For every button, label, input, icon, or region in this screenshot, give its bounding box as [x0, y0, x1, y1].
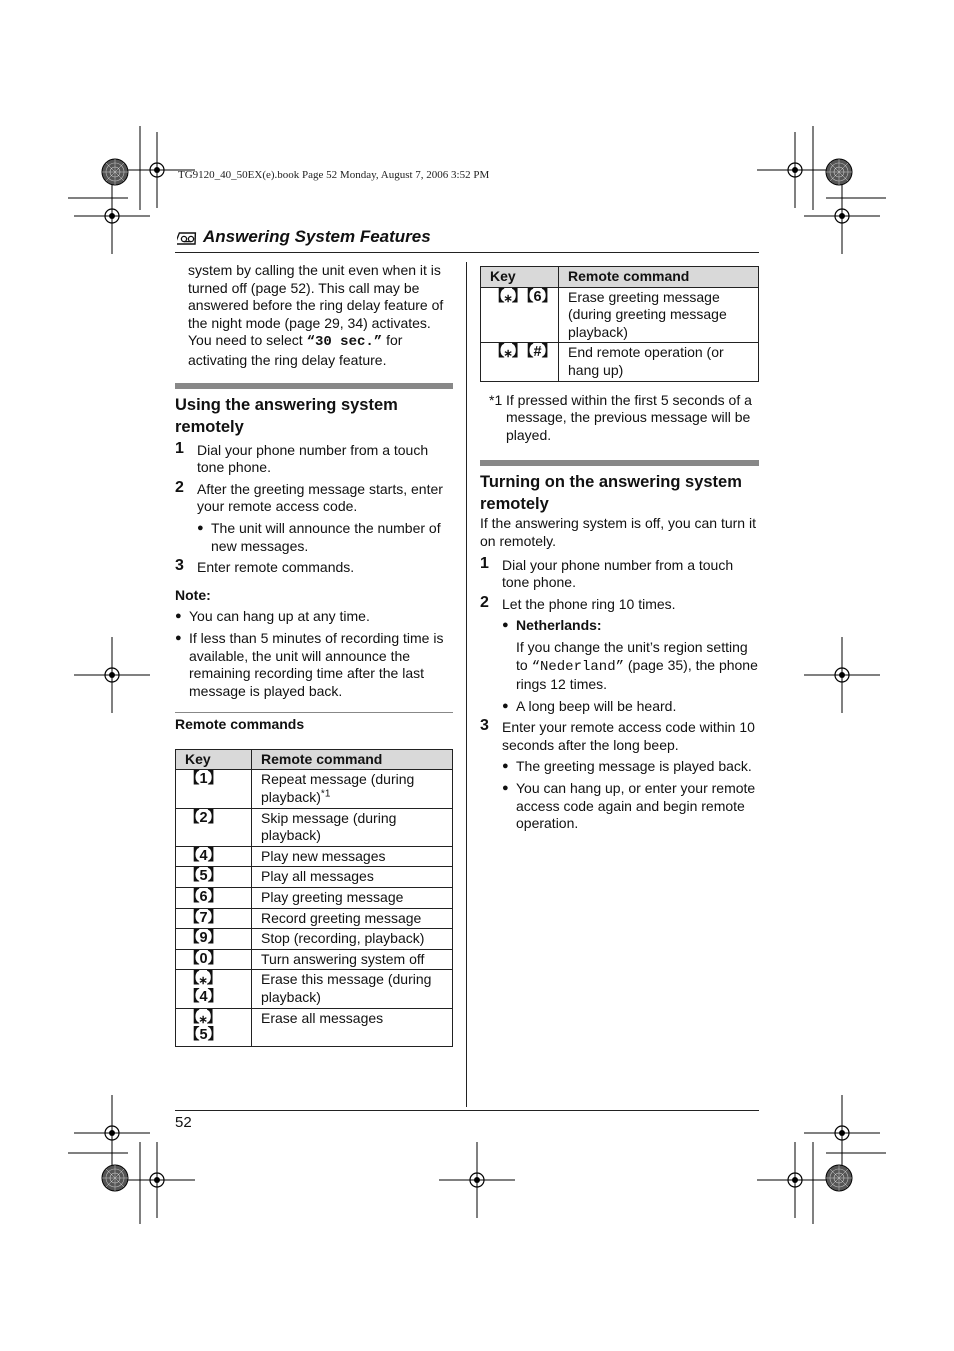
left-column: [175, 262, 453, 1047]
key-cell: 【⁎】【6】: [481, 287, 559, 343]
step-number: 1: [175, 439, 184, 457]
col-key-header: Key: [481, 267, 559, 288]
step-text: Let the phone ring 10 times.: [502, 595, 676, 612]
step-3: [175, 559, 453, 577]
step-text: After the greeting message starts, enter your remote access code.: [197, 480, 443, 515]
netherlands-text-a: If you change the unit’s region setting to: [516, 638, 748, 673]
netherlands-text-b: (page 35), the phone rings 12 times.: [516, 656, 758, 693]
command-cell: End remote operation (or hang up): [559, 343, 759, 381]
note-item: [175, 608, 453, 626]
table-row: [176, 867, 453, 888]
key-cell: 【⁎】【5】: [176, 1008, 252, 1046]
command-cell: Play new messages: [252, 846, 453, 867]
step-2: [480, 593, 759, 716]
bullet-icon: ●: [502, 782, 509, 795]
turn-on-intro: If the answering system is off, you can turn it on remotely.: [480, 515, 756, 549]
note-text: If less than 5 minutes of recording time is available, the unit will announce the remaining recording time after the last message is played back.: [189, 629, 444, 699]
note-heading: Note:: [175, 586, 211, 603]
page-header: [175, 226, 759, 253]
footnote: [480, 392, 759, 445]
step-text: Enter your remote access code within 10 seconds after the long beep.: [502, 719, 755, 753]
footnote-mark: *1: [489, 391, 503, 408]
key-cell: 【7】: [176, 908, 252, 929]
netherlands-heading: Netherlands:: [516, 617, 602, 634]
table-row: [176, 970, 453, 1008]
table-header-row: [176, 749, 453, 770]
command-cell: Record greeting message: [252, 908, 453, 929]
note-text: You can hang up at any time.: [189, 608, 370, 625]
answering-machine-icon: [177, 230, 199, 246]
bullet-text: The unit will announce the number of new messages.: [211, 519, 441, 554]
bullet-item: [502, 780, 759, 833]
step-2: [175, 478, 453, 555]
netherlands-text: [502, 639, 759, 694]
command-cell: Skip message (during playback): [252, 808, 453, 846]
key-cell: 【⁎】【4】: [176, 970, 252, 1008]
step-number: 1: [480, 554, 489, 572]
step-number: 2: [175, 478, 184, 496]
key-cell: 【4】: [176, 846, 252, 867]
command-text: Repeat message (during playback): [261, 771, 415, 806]
region-setting: “Nederland”: [531, 658, 624, 675]
table-row: [176, 808, 453, 846]
table-row: [176, 888, 453, 909]
table-row: [481, 343, 759, 381]
page-number: 52: [175, 1114, 192, 1131]
section-title-remote: Using the answering system remotely: [175, 395, 398, 436]
col-key-header: Key: [176, 749, 252, 770]
bullet-text: You can hang up, or enter your remote access code again and begin remote operation.: [516, 780, 756, 832]
bullet-item: [502, 617, 759, 635]
page-title: Answering System Features: [203, 227, 431, 246]
key-cell: 【9】: [176, 929, 252, 950]
remote-commands-table: [175, 749, 453, 1047]
command-cell: Erase greeting message (during greeting message playback): [559, 287, 759, 343]
bullet-item: [197, 520, 453, 555]
intro-text-a: system by calling the unit even when it is turned off (page 52). This call may be answered before the ring delay feature of the night mode (page 29, 34) activates. You need to select: [188, 262, 444, 349]
section-title-turn-on: Turning on the answering system remotely: [480, 473, 742, 514]
key-cell: 【2】: [176, 808, 252, 846]
table-row: [176, 1008, 453, 1046]
command-cell: [252, 770, 453, 808]
bullet-icon: ●: [197, 521, 204, 534]
col-command-header: Remote command: [559, 267, 759, 288]
section-bar: [480, 460, 759, 466]
key-cell: 【0】: [176, 949, 252, 970]
bullet-icon: ●: [502, 619, 509, 632]
table-header-row: [481, 267, 759, 288]
step-number: 3: [175, 557, 184, 575]
section-bar: [175, 383, 453, 389]
table-row: [176, 846, 453, 867]
column-divider: [466, 262, 467, 1107]
bullet-item: [502, 758, 759, 776]
note-item: [175, 630, 453, 700]
command-cell: Play all messages: [252, 867, 453, 888]
table-row: [176, 908, 453, 929]
bullet-icon: ●: [175, 610, 182, 623]
key-cell: 【⁎】【#】: [481, 343, 559, 381]
command-cell: Erase all messages: [252, 1008, 453, 1046]
file-info: TG9120_40_50EX(e).book Page 52 Monday, August 7, 2006 3:52 PM: [178, 169, 490, 181]
table-row: [176, 770, 453, 808]
step-number: 3: [480, 717, 489, 735]
command-cell: Erase this message (during playback): [252, 970, 453, 1008]
intro-text-b: for activating the ring delay feature.: [188, 332, 403, 368]
step-text: Dial your phone number from a touch tone phone.: [502, 556, 734, 591]
footnote-ref: *1: [320, 788, 331, 800]
table-row: [176, 929, 453, 950]
command-cell: Play greeting message: [252, 888, 453, 909]
right-column: [480, 266, 759, 833]
bullet-icon: ●: [175, 631, 182, 644]
intro-paragraph: [188, 262, 453, 370]
key-cell: 【5】: [176, 867, 252, 888]
divider: [175, 712, 453, 713]
footer-rule: [175, 1110, 759, 1111]
key-cell: 【1】: [176, 770, 252, 808]
step-text: Dial your phone number from a touch tone phone.: [197, 441, 429, 476]
table-row: [176, 949, 453, 970]
bullet-item: [502, 698, 759, 716]
bullet-text: The greeting message is played back.: [516, 758, 752, 775]
step-number: 2: [480, 593, 489, 611]
command-cell: Stop (recording, playback): [252, 929, 453, 950]
bullet-icon: ●: [502, 699, 509, 712]
intro-setting: “30 sec.”: [306, 334, 383, 351]
remote-commands-heading: Remote commands: [175, 716, 305, 733]
step-3: [480, 719, 759, 833]
step-text: Enter remote commands.: [197, 559, 355, 576]
command-cell: Turn answering system off: [252, 949, 453, 970]
remote-commands-table-continued: [480, 266, 759, 382]
footnote-text: If pressed within the first 5 seconds of a message, the previous message will be played.: [506, 391, 752, 443]
table-row: [481, 287, 759, 343]
step-1: [480, 554, 759, 592]
bullet-icon: ●: [502, 760, 509, 773]
key-cell: 【6】: [176, 888, 252, 909]
bullet-text: A long beep will be heard.: [516, 697, 677, 714]
col-command-header: Remote command: [252, 749, 453, 770]
step-1: [175, 439, 453, 477]
